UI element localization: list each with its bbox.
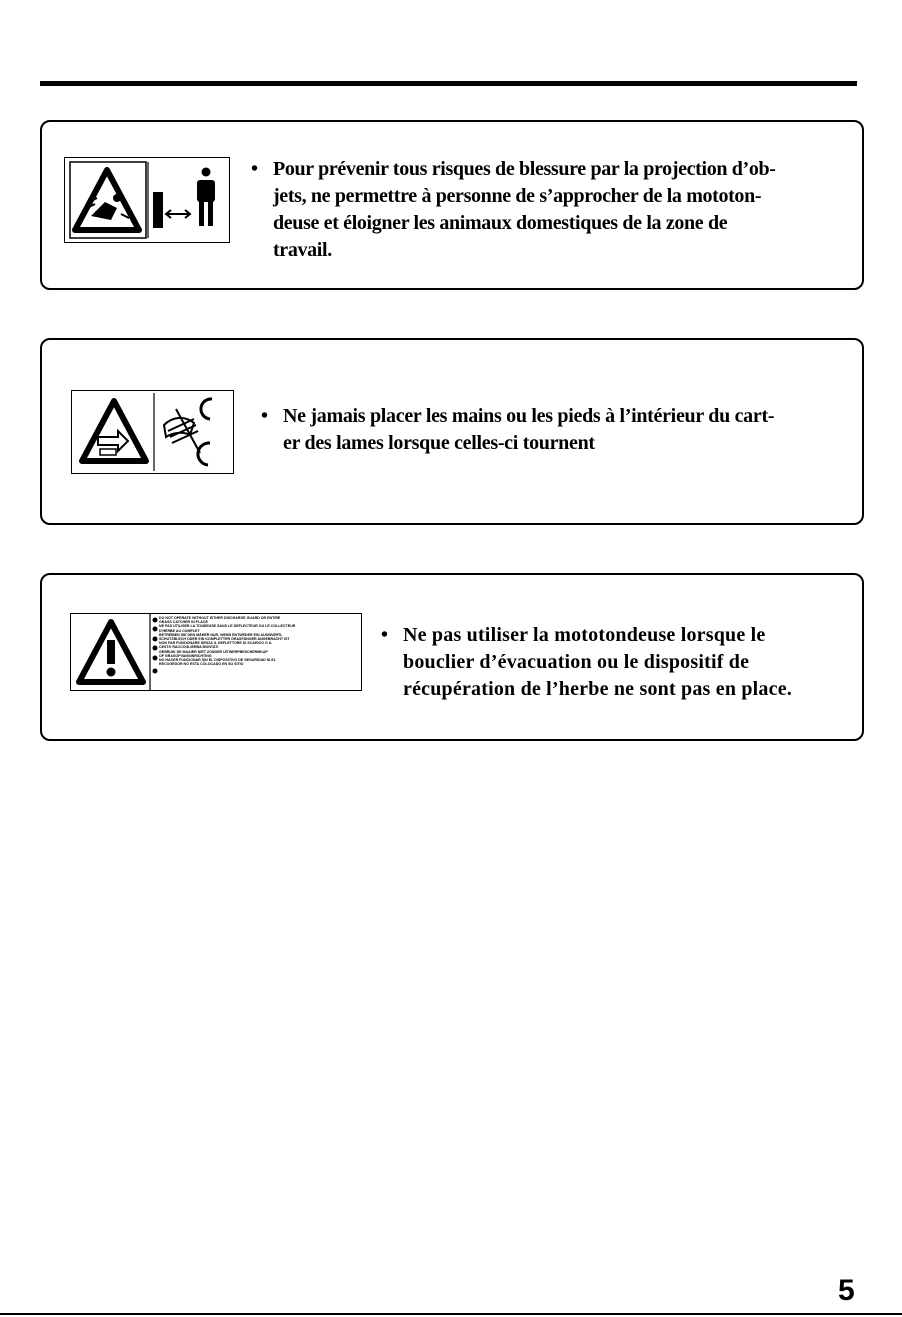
text-line: bouclier d’évacuation ou le dispositif de: [403, 651, 750, 673]
text-line: récupération de l’herbe ne sont pas en place.: [403, 678, 792, 700]
label-line: GEBRUIK DE MAAIER NIET ZONDER UITWERPBESCHERMKAP: [159, 649, 268, 654]
warning-text-discharge-guard: [381, 622, 835, 703]
label-line: NE PAS UTILISER LA TONDEUSE SANS LE DEFLECTEUR OU LE COLLECTEUR: [159, 624, 296, 629]
multilingual-warning-label-icon: [70, 613, 362, 691]
label-line: OF GRASOPVANGINRICHTING: [159, 653, 212, 658]
label-line: BETREIBEN SIE DEN MÄHER NUR, WENN ENTWEDER EIN AUSWURFS-: [159, 632, 283, 637]
text-line: Pour prévenir tous risques de blessure par la projection d’ob-: [273, 158, 776, 180]
bullet: •: [381, 624, 389, 646]
label-line: DO NOT OPERATE WITHOUT EITHER DISCHARGE GUARD OR ENTIRE: [159, 616, 281, 620]
text-line: Ne jamais placer les mains ou les pieds à l’intérieur du cart-: [283, 405, 775, 427]
warning-text-blades: [261, 403, 846, 457]
label-line: SCHUTZBLECH ODER EIN KOMPLETTER GRASFÄNGER ANGEBRACHT IST: [159, 637, 290, 642]
page-number: 5: [838, 1274, 855, 1307]
text-line: jets, ne permettre à personne de s’approcher de la mototon-: [273, 185, 762, 207]
label-line: GRASS CATCHER IN PLACE: [159, 620, 208, 625]
text-line: Ne pas utiliser la mototondeuse lorsque le: [403, 624, 766, 646]
label-line: RECOGEDOR NO ESTA COLOCADO EN SU SITIO: [159, 662, 244, 667]
label-fine-print: [159, 616, 359, 666]
text-line: deuse et éloigner les animaux domestiques de la zone de: [273, 212, 728, 234]
thrown-object-warning-icon: [64, 157, 230, 243]
text-line: travail.: [273, 239, 332, 261]
label-line: CESTO RACCOGLIERBA MONTATI: [159, 645, 219, 650]
bullet: •: [261, 405, 268, 427]
text-line: er des lames lorsque celles-ci tournent: [283, 432, 595, 454]
label-line: NO HACER FUNCIONAR SIN EL DISPOSITIVO DE SEGURIDAD NI EL: [159, 658, 276, 663]
label-line: D'HERBE AU COMPLET: [159, 628, 200, 633]
bottom-rule: [0, 1313, 902, 1315]
top-rule: [40, 81, 857, 86]
rotating-blade-warning-icon: [71, 390, 234, 474]
label-line: NON FAR FUNZIONARE SENZA IL DEFLETTORE DI SCARICO O IL: [159, 641, 272, 646]
warning-text-thrown-objects: [251, 156, 838, 264]
bullet: •: [251, 158, 258, 180]
